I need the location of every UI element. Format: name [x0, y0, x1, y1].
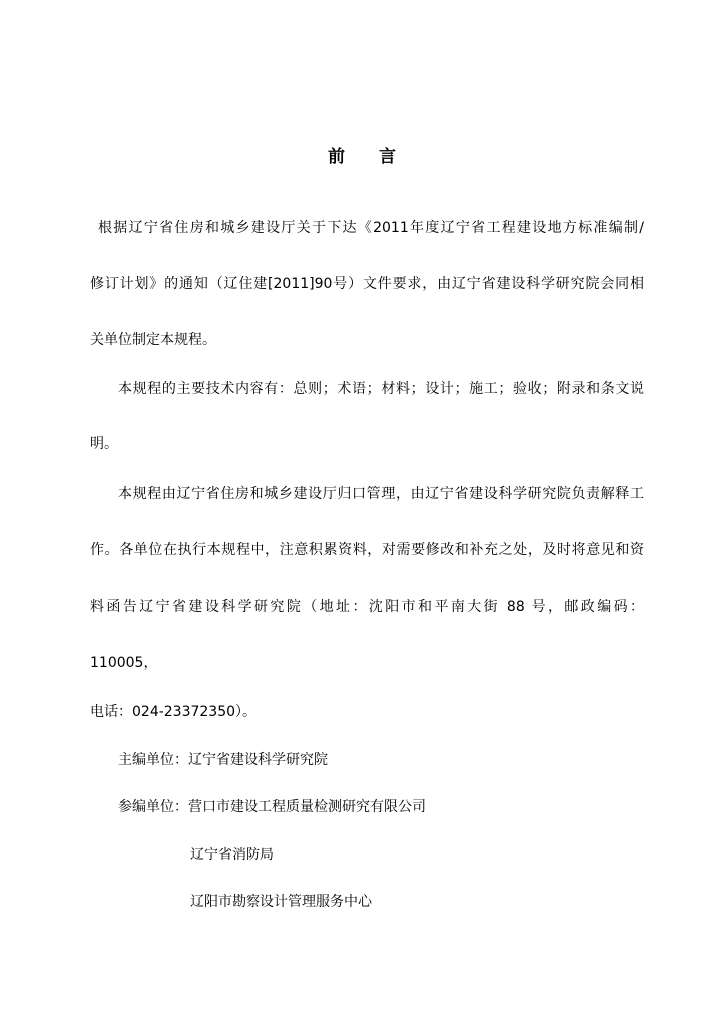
chief-editor-unit: 主编单位：辽宁省建设科学研究院 [118, 752, 328, 768]
paragraph-line: 关单位制定本规程。 [90, 332, 216, 348]
paragraph-line: 修订计划》的通知（辽住建[2011]90号）文件要求，由辽宁省建设科学研究院会同相 [90, 276, 644, 292]
paragraph-line: 明。 [90, 436, 118, 452]
paragraph-line: 本规程的主要技术内容有：总则；术语；材料；设计；施工；验收；附录和条文说 [118, 381, 644, 397]
participating-unit: 参编单位：营口市建设工程质量检测研究有限公司 [118, 799, 426, 815]
paragraph-line: 110005， [90, 655, 158, 671]
page-title: 前 言 [328, 147, 410, 167]
paragraph-line: 电话：024-23372350）。 [90, 704, 257, 720]
paragraph-line: 本规程由辽宁省住房和城乡建设厅归口管理，由辽宁省建设科学研究院负责解释工 [118, 486, 644, 502]
paragraph-line: 根据辽宁省住房和城乡建设厅关于下达《2011年度辽宁省工程建设地方标准编制/ [98, 220, 644, 236]
participating-unit: 辽阳市勘察设计管理服务中心 [190, 894, 372, 910]
paragraph-line: 作。各单位在执行本规程中，注意积累资料，对需要修改和补充之处，及时将意见和资 [90, 542, 644, 558]
participating-unit: 辽宁省消防局 [190, 847, 274, 863]
paragraph-line: 料函告辽宁省建设科学研究院（地址：沈阳市和平南大街 88 号，邮政编码： [90, 599, 644, 615]
